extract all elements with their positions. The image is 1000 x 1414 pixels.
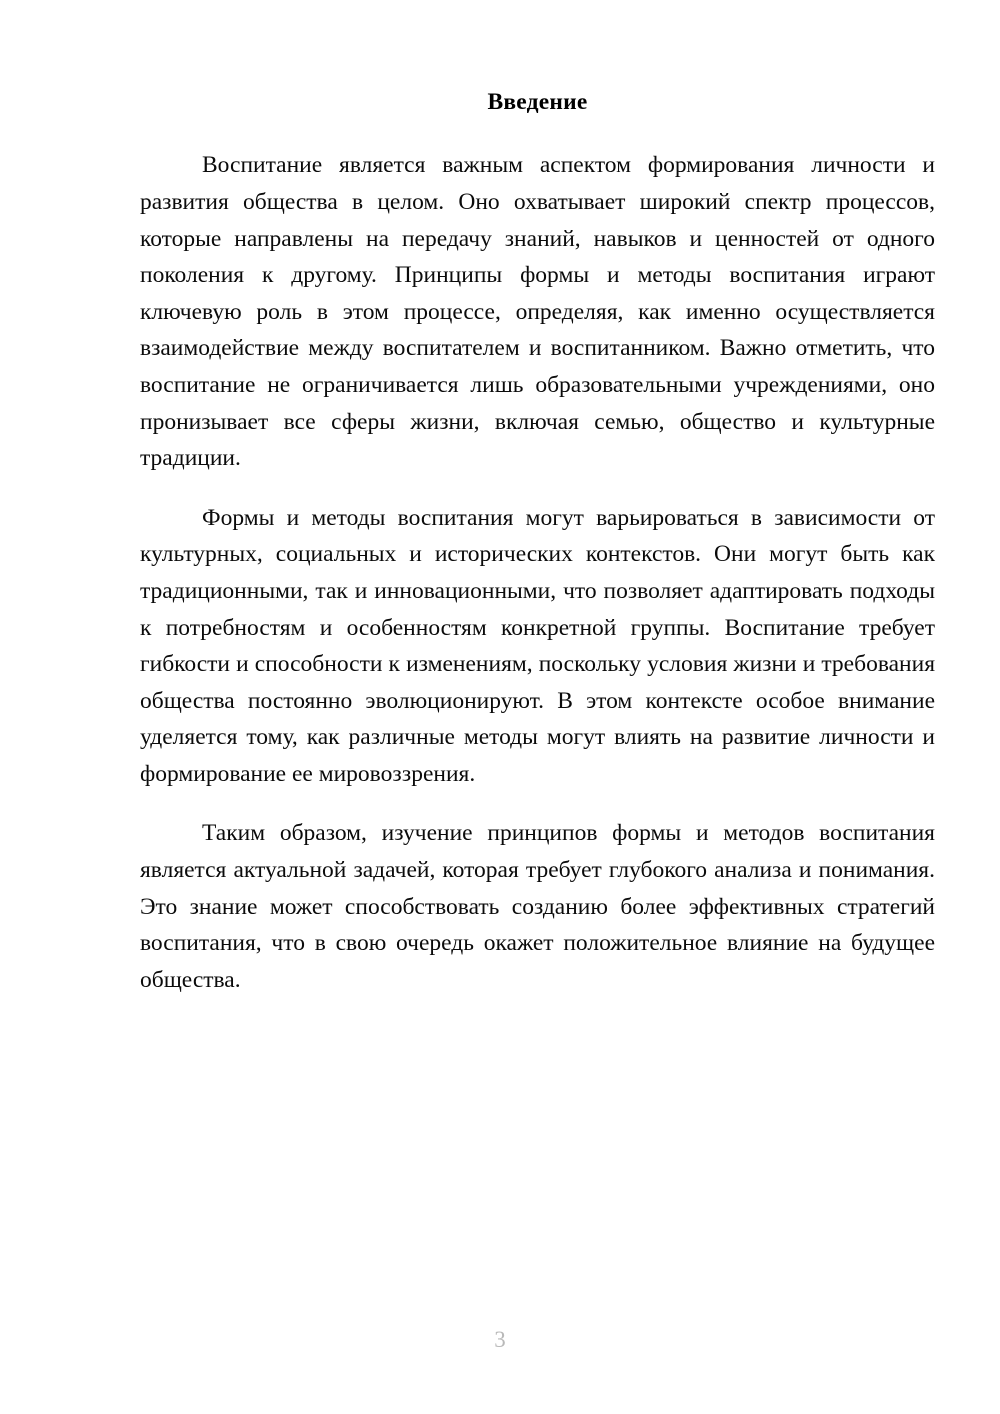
body-paragraph-2: Формы и методы воспитания могут варьироваться в зависимости от культурных, социальных и исторических контекстов. Они могут быть как традиционными, так и инновационными, что позволяет адаптировать подходы к потребностям и особенностям конкретной группы. Воспитание требует гибкости и способности к изменениям, поскольку условия жизни и требования общества постоянно эволюционируют. В этом контексте особое внимание уделяется тому, как различные методы могут влиять на развитие личности и формирование ее мировоззрения.: [140, 504, 935, 787]
page-title: Введение: [487, 89, 588, 115]
body-paragraph-3: Таким образом, изучение принципов формы и методов воспитания является актуальной задачей, которая требует глубокого анализа и понимания. Это знание может способствовать созданию более эффективных стратегий воспитания, что в свою очередь окажет положительное влияние на будущее общества.: [140, 820, 935, 993]
page-number: 3: [494, 1327, 506, 1352]
page-content: [140, 88, 935, 998]
body-paragraph-1: Воспитание является важным аспектом формирования личности и развития общества в целом. Оно охватывает широкий спектр процессов, которые направлены на передачу знаний, навыков и ценностей от одного поколения к другому. Принципы формы и методы воспитания играют ключевую роль в этом процессе, определяя, как именно осуществляется взаимодействие между воспитателем и воспитанником. Важно отметить, что воспитание не ограничивается лишь образовательными учреждениями, оно пронизывает все сферы жизни, включая семью, общество и культурные традиции.: [140, 152, 935, 472]
